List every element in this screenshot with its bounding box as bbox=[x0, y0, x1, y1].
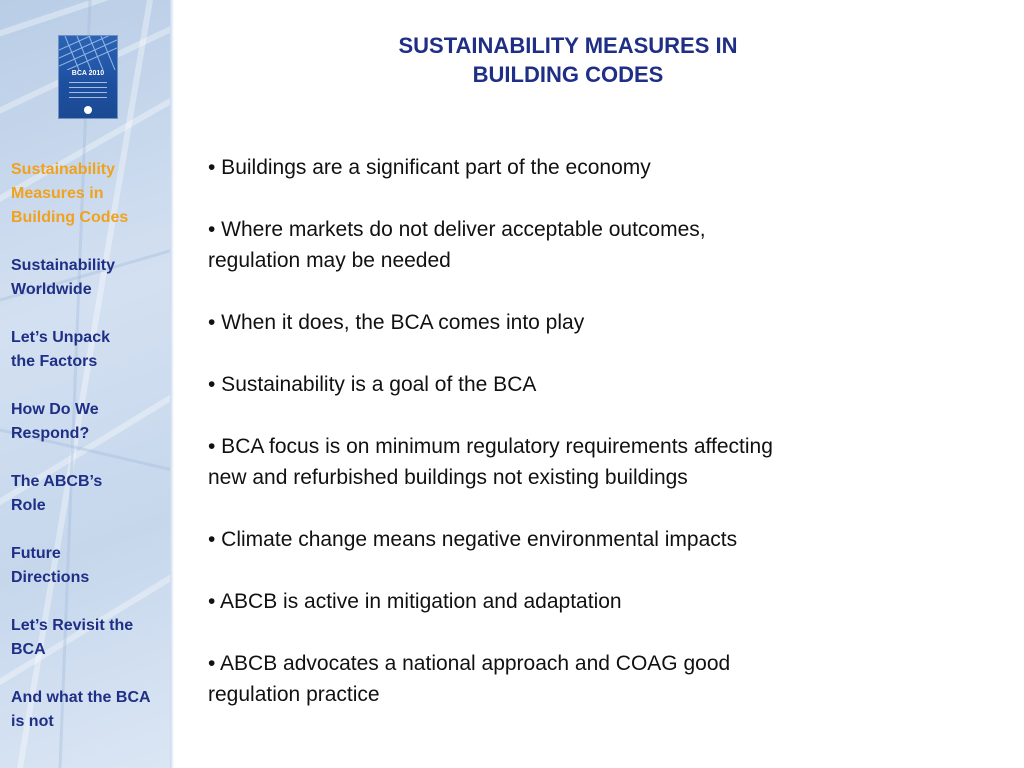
nav-item-future-directions[interactable]: Future Directions bbox=[11, 545, 90, 586]
sidebar-divider bbox=[170, 0, 174, 768]
bullet-item: • Sustainability is a goal of the BCA bbox=[208, 373, 537, 396]
bullet-list bbox=[208, 152, 1008, 741]
nav-item-how-do-we-respond[interactable]: How Do We Respond? bbox=[11, 401, 99, 442]
bullet-item: • Climate change means negative environmental impacts bbox=[208, 528, 738, 551]
bullet-item: • BCA focus is on minimum regulatory requirements affecting new and refurbished buildings not existing buildings bbox=[208, 435, 773, 489]
nav-item-sustainability-measures[interactable]: Sustainability Measures in Building Codes bbox=[11, 161, 129, 226]
cover-title: BCA 2010 bbox=[71, 70, 105, 77]
cover-roof-grid bbox=[59, 36, 117, 70]
nav-item-sustainability-worldwide[interactable]: Sustainability Worldwide bbox=[11, 257, 116, 298]
bullet-item: • Buildings are a significant part of the economy bbox=[208, 156, 651, 179]
bullet-item: • When it does, the BCA comes into play bbox=[208, 311, 585, 334]
cover-logo-icon bbox=[84, 106, 92, 114]
nav-item-what-bca-is-not[interactable]: And what the BCA is not bbox=[11, 689, 151, 730]
bca-2010-cover-image bbox=[59, 36, 117, 118]
sidebar bbox=[0, 0, 173, 768]
slide-title: SUSTAINABILITY MEASURES IN BUILDING CODES bbox=[398, 33, 738, 87]
nav-item-unpack-factors[interactable]: Let’s Unpack the Factors bbox=[11, 329, 110, 370]
nav-item-revisit-bca[interactable]: Let’s Revisit the BCA bbox=[11, 617, 134, 658]
cover-text-lines bbox=[69, 82, 107, 102]
bullet-item: • Where markets do not deliver acceptable outcomes, regulation may be needed bbox=[208, 218, 706, 272]
bullet-item: • ABCB advocates a national approach and COAG good regulation practice bbox=[208, 652, 731, 706]
nav-item-abcb-role[interactable]: The ABCB’s Role bbox=[11, 473, 103, 514]
bullet-item: • ABCB is active in mitigation and adaptation bbox=[208, 590, 622, 613]
sidebar-nav bbox=[11, 158, 173, 758]
